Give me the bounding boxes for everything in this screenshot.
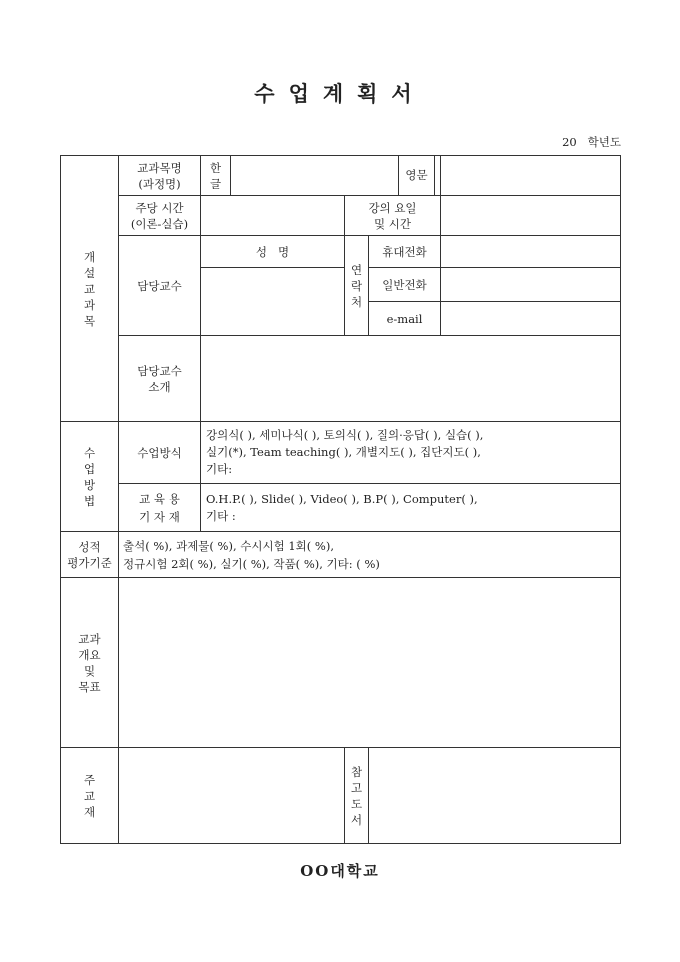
weekly-hours-label: 주당 시간 (이론-실습) [119, 196, 201, 236]
name-header: 성 명 [201, 236, 345, 268]
korean-name-label: 한글 [201, 156, 231, 196]
office-phone-label: 일반전화 [369, 268, 441, 302]
weekly-hours-field[interactable] [201, 196, 345, 236]
schedule-field[interactable] [441, 196, 621, 236]
email-field[interactable] [441, 302, 621, 336]
main-textbook-field[interactable] [119, 748, 345, 844]
schedule-label: 강의 요일 및 시간 [345, 196, 441, 236]
section-label-method: 수 업 방 법 [61, 422, 119, 532]
document-title: 수업계획서 [254, 81, 426, 106]
office-phone-field[interactable] [441, 268, 621, 302]
professor-intro-field[interactable] [201, 336, 621, 422]
course-name-label: 교과목명 (과정명) [119, 156, 201, 196]
section-label-grading: 성적 평가기준 [61, 532, 119, 578]
professor-name-field[interactable] [201, 268, 345, 336]
equipment-label: 교 육 용 기 자 재 [119, 484, 201, 532]
mobile-field[interactable] [441, 236, 621, 268]
contact-label: 연 락 처 [345, 236, 369, 336]
professor-intro-label: 담당교수 소개 [119, 336, 201, 422]
method-options[interactable]: 강의식( ), 세미나식( ), 토의식( ), 질의·응답( ), 실습( ), 실기(*), Team teaching( ), 개별지도( ), 집단지도( ), 기타: [201, 422, 621, 484]
section-label-main-textbook: 주 교 재 [61, 748, 119, 844]
professor-label: 담당교수 [119, 236, 201, 336]
reference-books-field[interactable] [369, 748, 621, 844]
section-label-open-course: 개 설 교 과 목 [61, 156, 119, 422]
reference-books-label: 참 고 도 서 [345, 748, 369, 844]
overview-field[interactable] [119, 578, 621, 748]
english-name-field[interactable] [441, 156, 621, 196]
grading-criteria[interactable]: 출석( %), 과제물( %), 수시시험 1회( %), 정규시험 2회( %), 실기( %), 작품( %), 기타: ( %) [119, 532, 621, 578]
mobile-label: 휴대전화 [369, 236, 441, 268]
method-label: 수업방식 [119, 422, 201, 484]
email-label: e-mail [369, 302, 441, 336]
english-name-label: 영문 [398, 156, 435, 195]
section-label-overview: 교과 개요 및 목표 [61, 578, 119, 748]
syllabus-form [60, 155, 621, 844]
academic-year: 20 학년도 [562, 135, 621, 149]
equipment-options[interactable]: O.H.P.( ), Slide( ), Video( ), B.P( ), Computer( ), 기타 : [201, 484, 621, 532]
university-name: OO대학교 [300, 862, 380, 880]
